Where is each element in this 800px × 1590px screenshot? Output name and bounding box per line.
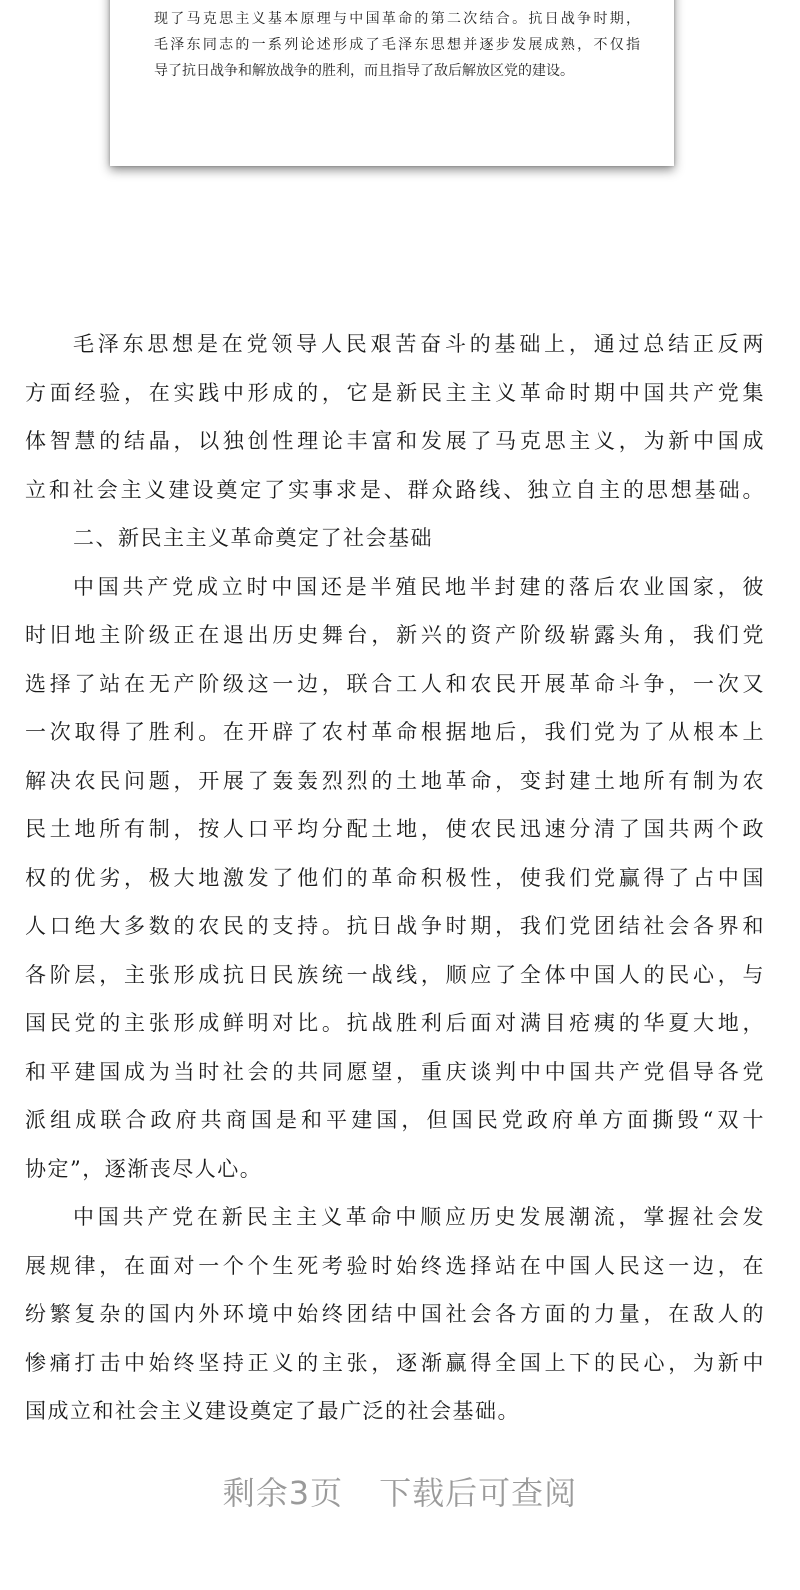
- text-line: 立和社会主义建设奠定了实事求是、群众路线、独立自主的思想基础。: [25, 477, 765, 502]
- text-line: 派组成联合政府共商国是和平建国，但国民党政府单方面撕毁“双十: [25, 1108, 765, 1132]
- text-line: 人口绝大多数的农民的支持。抗日战争时期，我们党团结社会各界和: [25, 914, 765, 938]
- paragraph-2: [25, 563, 765, 1194]
- text-line: 选择了站在无产阶级这一边，联合工人和农民开展革命斗争，一次又: [25, 671, 765, 696]
- preview-page-text: [154, 6, 640, 84]
- text-line: 各阶层，主张形成抗日民族统一战线，顺应了全体中国人的民心，与: [25, 962, 765, 987]
- text-line: 中国共产党成立时中国还是半殖民地半封建的落后农业国家，彼: [73, 574, 765, 599]
- preview-page-card: [110, 0, 674, 166]
- text-line: 国民党的主张形成鲜明对比。抗战胜利后面对满目疮痍的华夏大地，: [25, 1011, 765, 1035]
- download-to-view-text[interactable]: 下载后可查阅: [379, 1474, 578, 1512]
- card-line: 现了马克思主义基本原理与中国革命的第二次结合。抗日战争时期，: [154, 11, 640, 27]
- text-line: 民土地所有制，按人口平均分配土地，使农民迅速分清了国共两个政: [25, 817, 765, 841]
- text-line: 纷繁复杂的国内外环境中始终团结中国社会各方面的力量，在敌人的: [25, 1302, 765, 1326]
- text-line: 时旧地主阶级正在退出历史舞台，新兴的资产阶级崭露头角，我们党: [25, 623, 765, 647]
- text-line: 和平建国成为当时社会的共同愿望，重庆谈判中中国共产党倡导各党: [25, 1059, 765, 1084]
- text-line: 中国共产党在新民主主义革命中顺应历史发展潮流，掌握社会发: [73, 1205, 765, 1229]
- remaining-pages-text: 剩余3页: [222, 1474, 344, 1512]
- text-line: 解决农民问题，开展了轰轰烈烈的土地革命，变封建土地所有制为农: [25, 768, 765, 793]
- section-heading: [25, 514, 765, 563]
- heading-text: 二、新民主主义革命奠定了社会基础: [73, 526, 433, 550]
- text-line: 一次取得了胜利。在开辟了农村革命根据地后，我们党为了从根本上: [25, 720, 765, 744]
- text-line: 权的优劣，极大地激发了他们的革命积极性，使我们党赢得了占中国: [25, 865, 765, 890]
- download-prompt[interactable]: [0, 1468, 800, 1514]
- text-line: 毛泽东思想是在党领导人民艰苦奋斗的基础上，通过总结正反两: [73, 332, 765, 356]
- article-body: [25, 320, 765, 1436]
- text-line: 方面经验，在实践中形成的，它是新民主主义革命时期中国共产党集: [25, 380, 765, 405]
- text-line: 惨痛打击中始终坚持正义的主张，逐渐赢得全国上下的民心，为新中: [25, 1350, 765, 1375]
- paragraph-1: [25, 320, 765, 514]
- paragraph-3: [25, 1193, 765, 1436]
- text-line: 展规律，在面对一个个生死考验时始终选择站在中国人民这一边，在: [25, 1253, 765, 1278]
- card-line: 导了抗日战争和解放战争的胜利，而且指导了敌后解放区党的建设。: [154, 63, 574, 79]
- text-line: 国成立和社会主义建设奠定了最广泛的社会基础。: [25, 1399, 520, 1423]
- text-line: 体智慧的结晶，以独创性理论丰富和发展了马克思主义，为新中国成: [25, 429, 765, 453]
- text-line: 协定”，逐渐丧尽人心。: [25, 1156, 263, 1181]
- card-line: 毛泽东同志的一系列论述形成了毛泽东思想并逐步发展成熟，不仅指: [154, 37, 640, 53]
